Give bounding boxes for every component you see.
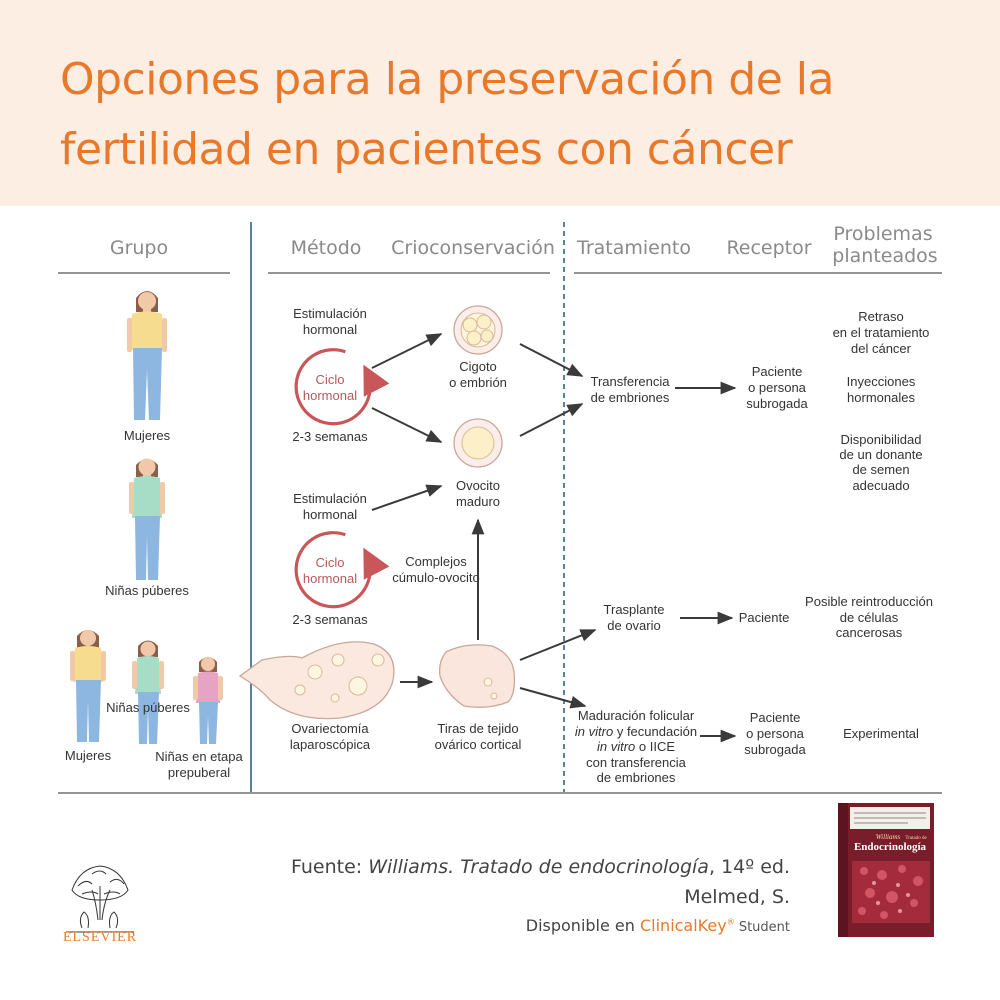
mixed-pubescent-girl-figure	[132, 641, 164, 745]
clinicalkey-student: Student	[734, 920, 790, 935]
label-receptor-3c: subrogada	[744, 742, 806, 757]
label-receptor-1b: o persona	[748, 380, 806, 395]
column-header-crioconservacion: Crioconservación	[391, 237, 555, 259]
label-ciclo-1b: hormonal	[302, 388, 358, 403]
label-retraso-a: Retraso	[858, 309, 904, 324]
label-maduracion-3: in vitro o IICE	[596, 739, 676, 754]
label-estimulacion-2a: Estimulación	[293, 491, 367, 506]
label-maduracion-4: con transferencia	[586, 755, 686, 770]
label-trasplante-b: de ovario	[607, 618, 661, 633]
label-maduracion-1: Maduración folicular	[577, 708, 695, 723]
source-line	[260, 852, 790, 882]
column-header-metodo: Método	[290, 237, 362, 259]
label-disponibilidad-c: de semen	[852, 462, 910, 477]
label-disponibilidad-b: de un donante	[839, 447, 923, 462]
label-transferencia-a: Transferencia	[590, 374, 670, 389]
source-citation	[260, 852, 790, 912]
elsevier-wordmark: ELSEVIER	[62, 930, 138, 945]
woman-figure	[127, 291, 167, 420]
book-subtitle: Tratado de	[905, 836, 927, 841]
label-mujeres: Mujeres	[123, 428, 171, 443]
label-receptor-1c: subrogada	[746, 396, 808, 411]
arrow-zygote-to-transfer	[520, 344, 582, 376]
label-receptor-1a: Paciente	[751, 364, 803, 379]
label-complejos-a: Complejos	[405, 554, 467, 569]
label-reintroduccion-a: Posible reintroducción	[805, 594, 933, 609]
source-author: Melmed, S.	[684, 886, 790, 908]
label-ovariectomia-b: laparoscópica	[289, 737, 371, 752]
pubescent-girl-figure	[129, 459, 165, 581]
label-estimulacion-1b: hormonal	[302, 322, 358, 337]
label-retraso-b: en el tratamiento	[832, 325, 930, 340]
zygote-illustration	[454, 306, 502, 354]
column-header-problemas-1: Problemas	[833, 223, 933, 245]
source-book-title: Williams. Tratado de endocrinología	[368, 856, 709, 878]
label-cigoto-a: Cigoto	[459, 359, 497, 374]
label-prepuberal-line-2: prepuberal	[167, 765, 231, 780]
label-prepuberal-line-1: Niñas en etapa	[155, 749, 243, 764]
label-ciclo-2a: Ciclo	[315, 555, 345, 570]
source-label: Fuente:	[290, 856, 369, 878]
label-retraso-c: del cáncer	[851, 341, 911, 356]
label-estimulacion-1a: Estimulación	[293, 306, 367, 321]
label-ciclo-1a: Ciclo	[315, 372, 345, 387]
book-cover-image	[838, 803, 934, 937]
arrow-oocyte-to-transfer	[520, 404, 582, 436]
arrow-tissue-to-maturation	[520, 688, 585, 706]
label-transferencia-b: de embriones	[590, 390, 670, 405]
label-ovocito-a: Ovocito	[455, 478, 501, 493]
arrow-tissue-to-transplant	[520, 630, 595, 660]
label-ovariectomia-a: Ovariectomía	[291, 721, 369, 736]
flow-arrows	[372, 334, 735, 736]
label-ciclo-2b: hormonal	[302, 571, 358, 586]
label-ninas-puberes: Niñas púberes	[105, 583, 189, 598]
registered-mark: ®	[726, 917, 735, 927]
label-experimental: Experimental	[843, 726, 919, 741]
ovarian-tissue-strip-illustration	[440, 645, 515, 707]
source-edition: , 14º ed.	[708, 856, 790, 878]
label-reintroduccion-c: cancerosas	[835, 625, 903, 640]
label-tiras-b: ovárico cortical	[434, 737, 522, 752]
page-title-line-1: Opciones para la preservación de la	[60, 54, 834, 105]
label-inyecciones-a: Inyecciones	[846, 374, 916, 389]
mature-oocyte-illustration	[454, 419, 502, 467]
availability-label: Disponible en	[525, 916, 640, 935]
label-maduracion-5: de embriones	[596, 770, 676, 785]
prepubertal-girl-figure	[193, 657, 223, 744]
label-mixed-ninas-puberes: Niñas púberes	[106, 700, 190, 715]
column-header-problemas-2: planteados	[832, 245, 938, 267]
label-receptor-2: Paciente	[738, 610, 790, 625]
label-disponibilidad-d: adecuado	[852, 478, 910, 493]
page-title-line-2: fertilidad en pacientes con cáncer	[60, 124, 793, 175]
arrow-cycle1-to-oocyte	[372, 408, 441, 442]
column-header-receptor: Receptor	[726, 237, 812, 259]
availability-line	[360, 916, 790, 935]
label-receptor-3a: Paciente	[749, 710, 801, 725]
label-mixed-mujeres: Mujeres	[64, 748, 112, 763]
label-inyecciones-b: hormonales	[847, 390, 915, 405]
label-reintroduccion-b: de células	[839, 610, 899, 625]
label-cigoto-b: o embrión	[449, 375, 507, 390]
arrow-cycle1-to-zygote	[372, 334, 441, 368]
book-brand: Williams	[875, 833, 901, 841]
clinicalkey-link[interactable]: ClinicalKey	[639, 916, 727, 935]
column-header-grupo: Grupo	[109, 237, 169, 259]
label-receptor-3b: o persona	[746, 726, 804, 741]
label-maduracion-2: in vitro y fecundación	[574, 724, 698, 739]
label-tiras-a: Tiras de tejido	[437, 721, 519, 736]
mixed-woman-figure	[70, 630, 106, 742]
arrow-stim2-to-oocyte	[372, 486, 441, 510]
book-title: Endocrinología	[853, 841, 927, 853]
label-semanas-2: 2-3 semanas	[292, 612, 368, 627]
label-semanas-1: 2-3 semanas	[292, 429, 368, 444]
label-complejos-b: cúmulo-ovocito	[392, 570, 480, 585]
label-disponibilidad-a: Disponibilidad	[840, 432, 922, 447]
label-trasplante-a: Trasplante	[603, 602, 665, 617]
label-ovocito-b: maduro	[455, 494, 501, 509]
column-header-tratamiento: Tratamiento	[577, 237, 691, 259]
ovary-illustration	[240, 642, 394, 719]
label-estimulacion-2b: hormonal	[302, 507, 358, 522]
